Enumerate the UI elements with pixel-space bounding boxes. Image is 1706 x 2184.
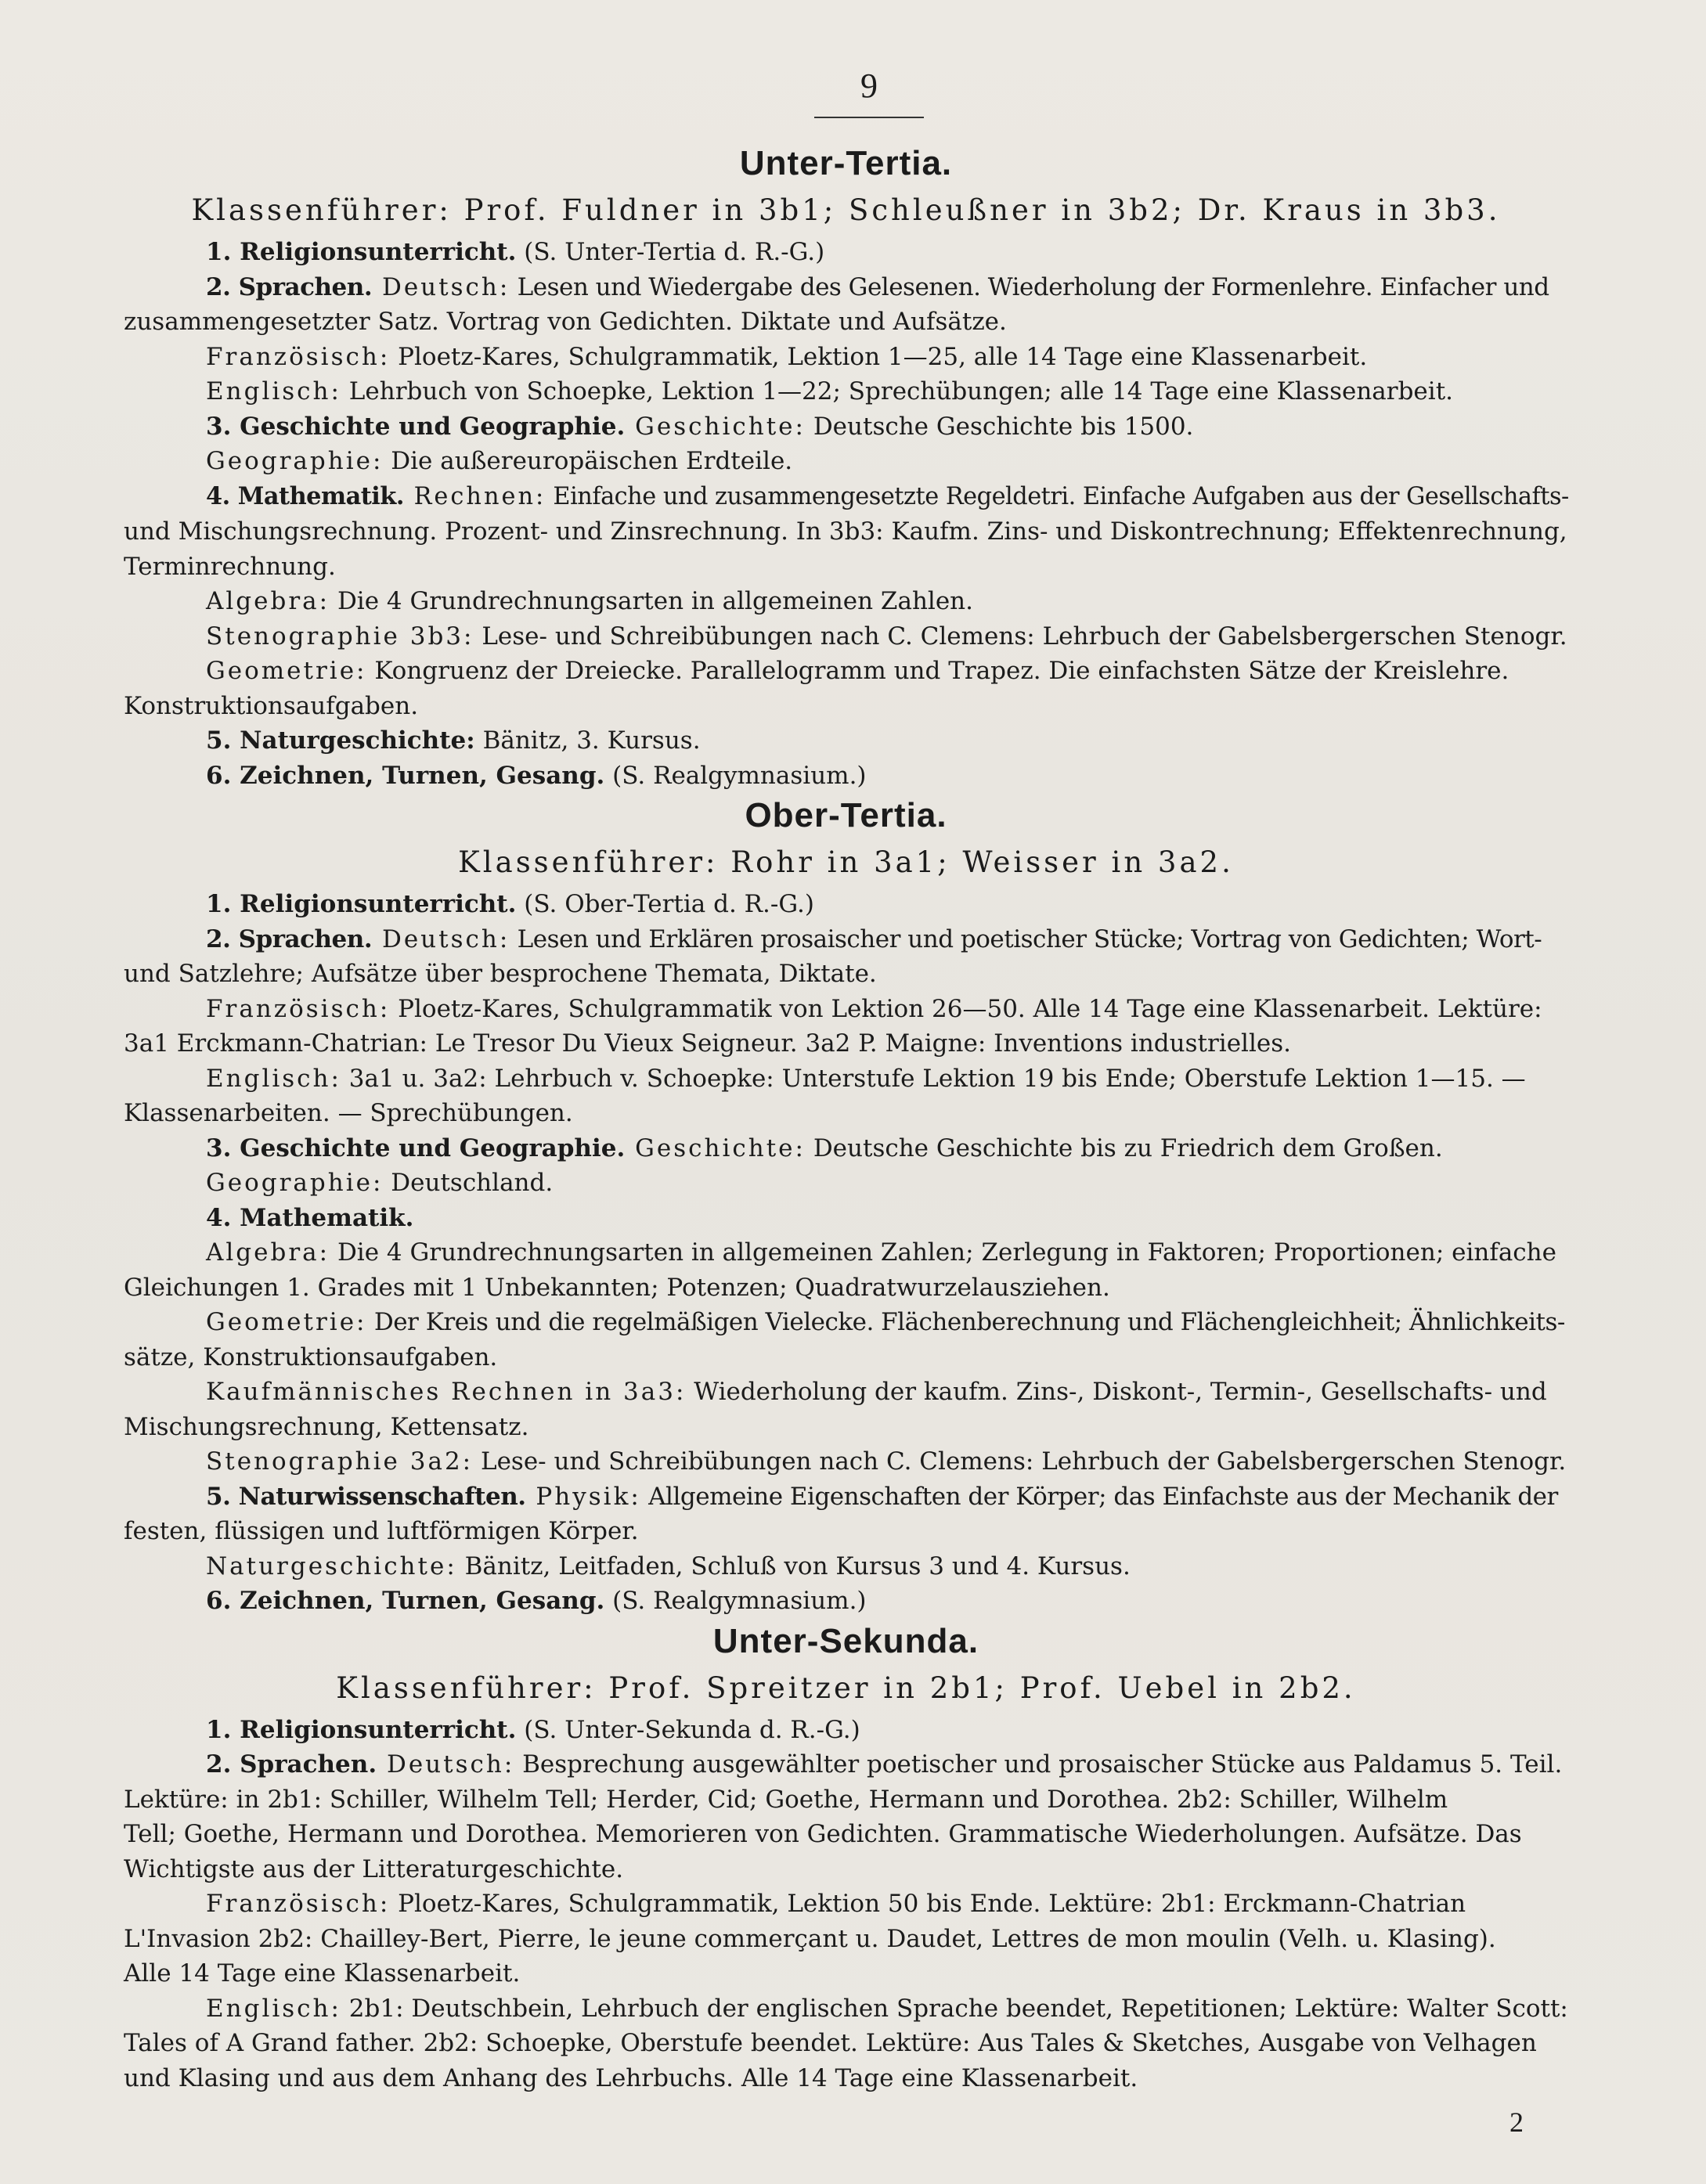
text-line: Geographie: Deutschland.	[206, 1169, 554, 1197]
section-unter-tertia	[124, 141, 1568, 793]
section-title: Unter-Tertia.	[739, 144, 953, 182]
text-line: Algebra: Die 4 Grundrechnungsarten in allgemeinen Zahlen; Zerlegung in Faktoren; Proportionen; einfache	[206, 1238, 1556, 1267]
class-leaders: Klassenführer: Prof. Fuldner in 3b1; Schleußner in 3b2; Dr. Kraus in 3b3.	[191, 193, 1501, 227]
text-line: Tales of A Grand father. 2b2: Schoepke, Oberstufe beendet. Lektüre: Aus Tales & Sketches, Ausgabe von Velhagen	[124, 2029, 1537, 2057]
text-line: 2. Sprachen. Deutsch: Besprechung ausgewählter poetischer und prosaischer Stücke aus Paldamus 5. Teil.	[206, 1750, 1563, 1779]
text-line: zusammengesetzter Satz. Vortrag von Gedichten. Diktate und Aufsätze.	[124, 308, 1007, 336]
text-line: Lektüre: in 2b1: Schiller, Wilhelm Tell; Herder, Cid; Goethe, Hermann und Dorothea. 2b2: Schiller, Wilhelm	[124, 1785, 1448, 1814]
text-line: Mischungsrechnung, Kettensatz.	[124, 1412, 529, 1441]
text-line: 1. Religionsunterricht. (S. Ober-Tertia d. R.-G.)	[206, 890, 814, 918]
section-unter-sekunda	[124, 1619, 1568, 2096]
text-line: 4. Mathematik.	[206, 1203, 414, 1232]
text-line: 2. Sprachen. Deutsch: Lesen und Erklären prosaischer und poetischer Stücke; Vortrag von Gedichten; Wort-	[206, 924, 1542, 953]
text-line: Französisch: Ploetz-Kares, Schulgrammatik, Lektion 1—25, alle 14 Tage eine Klassenarbeit.	[206, 342, 1368, 371]
text-line: 3. Geschichte und Geographie. Geschichte: Deutsche Geschichte bis zu Friedrich dem Großen.	[206, 1133, 1443, 1162]
section-title: Ober-Tertia.	[745, 796, 947, 834]
text-line: Wichtigste aus der Litteraturgeschichte.	[124, 1854, 624, 1883]
signature-mark: 2	[1509, 2107, 1524, 2138]
text-line: Naturgeschichte: Bänitz, Leitfaden, Schluß von Kursus 3 und 4. Kursus.	[206, 1552, 1131, 1580]
text-line: Kaufmännisches Rechnen in 3a3: Wiederholung der kaufm. Zins-, Diskont-, Termin-, Gesellschafts- und	[206, 1378, 1547, 1406]
text-line: 3a1 Erckmann-Chatrian: Le Tresor Du Vieux Seigneur. 3a2 P. Maigne: Inventions industrielles.	[124, 1029, 1291, 1058]
page-number: 9	[814, 66, 924, 118]
text-line: Konstruktionsaufgaben.	[124, 691, 419, 720]
text-line: 4. Mathematik. Rechnen: Einfache und zusammengesetzte Regeldetri. Einfache Aufgaben aus der Gesellschafts-	[206, 481, 1569, 510]
text-line: 6. Zeichnen, Turnen, Gesang. (S. Realgymnasium.)	[206, 761, 867, 790]
text-line: Französisch: Ploetz-Kares, Schulgrammatik, Lektion 50 bis Ende. Lektüre: 2b1: Erckmann-Chatrian	[206, 1890, 1466, 1918]
text-line: Klassenarbeiten. — Sprechübungen.	[124, 1099, 573, 1127]
text-line: Geographie: Die außereuropäischen Erdteile.	[206, 447, 793, 475]
page-content	[124, 141, 1568, 2096]
section-title: Unter-Sekunda.	[712, 1621, 979, 1660]
text-line: sätze, Konstruktionsaufgaben.	[124, 1342, 498, 1371]
text-line: Englisch: 2b1: Deutschbein, Lehrbuch der englischen Sprache beendet, Repetitionen; Lektüre: Walter Scott:	[206, 1994, 1568, 2023]
text-line: Englisch: 3a1 u. 3a2: Lehrbuch v. Schoepke: Unterstufe Lektion 19 bis Ende; Oberstufe Lektion 1—15. —	[206, 1064, 1526, 1093]
text-line: 5. Naturgeschichte: Bänitz, 3. Kursus.	[206, 726, 701, 755]
text-line: Algebra: Die 4 Grundrechnungsarten in allgemeinen Zahlen.	[206, 587, 974, 615]
text-line: 3. Geschichte und Geographie. Geschichte: Deutsche Geschichte bis 1500.	[206, 412, 1194, 441]
text-line: 1. Religionsunterricht. (S. Unter-Tertia d. R.-G.)	[206, 238, 825, 266]
text-line: und Klasing und aus dem Anhang des Lehrbuchs. Alle 14 Tage eine Klassenarbeit.	[124, 2063, 1138, 2092]
text-line: 6. Zeichnen, Turnen, Gesang. (S. Realgymnasium.)	[206, 1587, 867, 1615]
class-leaders: Klassenführer: Rohr in 3a1; Weisser in 3a2.	[458, 845, 1234, 879]
text-line: Tell; Goethe, Hermann und Dorothea. Memorieren von Gedichten. Grammatische Wiederholungen. Aufsätze. Das	[124, 1820, 1522, 1848]
text-line: 1. Religionsunterricht. (S. Unter-Sekunda d. R.-G.)	[206, 1715, 860, 1744]
section-ober-tertia	[124, 793, 1568, 1619]
text-line: Alle 14 Tage eine Klassenarbeit.	[124, 1959, 521, 1988]
text-line: 5. Naturwissenschaften. Physik: Allgemeine Eigenschaften der Körper; das Einfachste aus der Mechanik der	[206, 1482, 1558, 1511]
text-line: L'Invasion 2b2: Chailley-Bert, Pierre, le jeune commerçant u. Daudet, Lettres de mon moulin (Velh. u. Klasing).	[124, 1924, 1496, 1953]
text-line: Französisch: Ploetz-Kares, Schulgrammatik von Lektion 26—50. Alle 14 Tage eine Klassenarbeit. Lektüre:	[206, 994, 1542, 1023]
text-line: festen, flüssigen und luftförmigen Körper.	[124, 1517, 639, 1545]
text-line: und Mischungsrechnung. Prozent- und Zinsrechnung. In 3b3: Kaufm. Zins- und Diskontrechnung; Effektenrechnung,	[124, 517, 1567, 546]
text-line: Geometrie: Kongruenz der Dreiecke. Parallelogramm und Trapez. Die einfachsten Sätze der Kreislehre.	[206, 657, 1509, 685]
text-line: Geometrie: Der Kreis und die regelmäßigen Vielecke. Flächenberechnung und Flächengleichheit; Ähnlichkeits-	[206, 1308, 1565, 1336]
text-line: 2. Sprachen. Deutsch: Lesen und Wiedergabe des Gelesenen. Wiederholung der Formenlehre. Einfacher und	[206, 272, 1549, 301]
text-line: Terminrechnung.	[124, 552, 336, 581]
class-leaders: Klassenführer: Prof. Spreitzer in 2b1; Prof. Uebel in 2b2.	[336, 1670, 1356, 1705]
text-line: Stenographie 3a2: Lese- und Schreibübungen nach C. Clemens: Lehrbuch der Gabelsbergerschen Stenogr.	[206, 1447, 1567, 1476]
text-line: und Satzlehre; Aufsätze über besprochene Themata, Diktate.	[124, 960, 877, 988]
text-line: Gleichungen 1. Grades mit 1 Unbekannten; Potenzen; Quadratwurzelausziehen.	[124, 1273, 1110, 1302]
text-line: Englisch: Lehrbuch von Schoepke, Lektion 1—22; Sprechübungen; alle 14 Tage eine Klassenarbeit.	[206, 377, 1454, 405]
text-line: Stenographie 3b3: Lese- und Schreibübungen nach C. Clemens: Lehrbuch der Gabelsbergerschen Stenogr.	[206, 622, 1567, 651]
